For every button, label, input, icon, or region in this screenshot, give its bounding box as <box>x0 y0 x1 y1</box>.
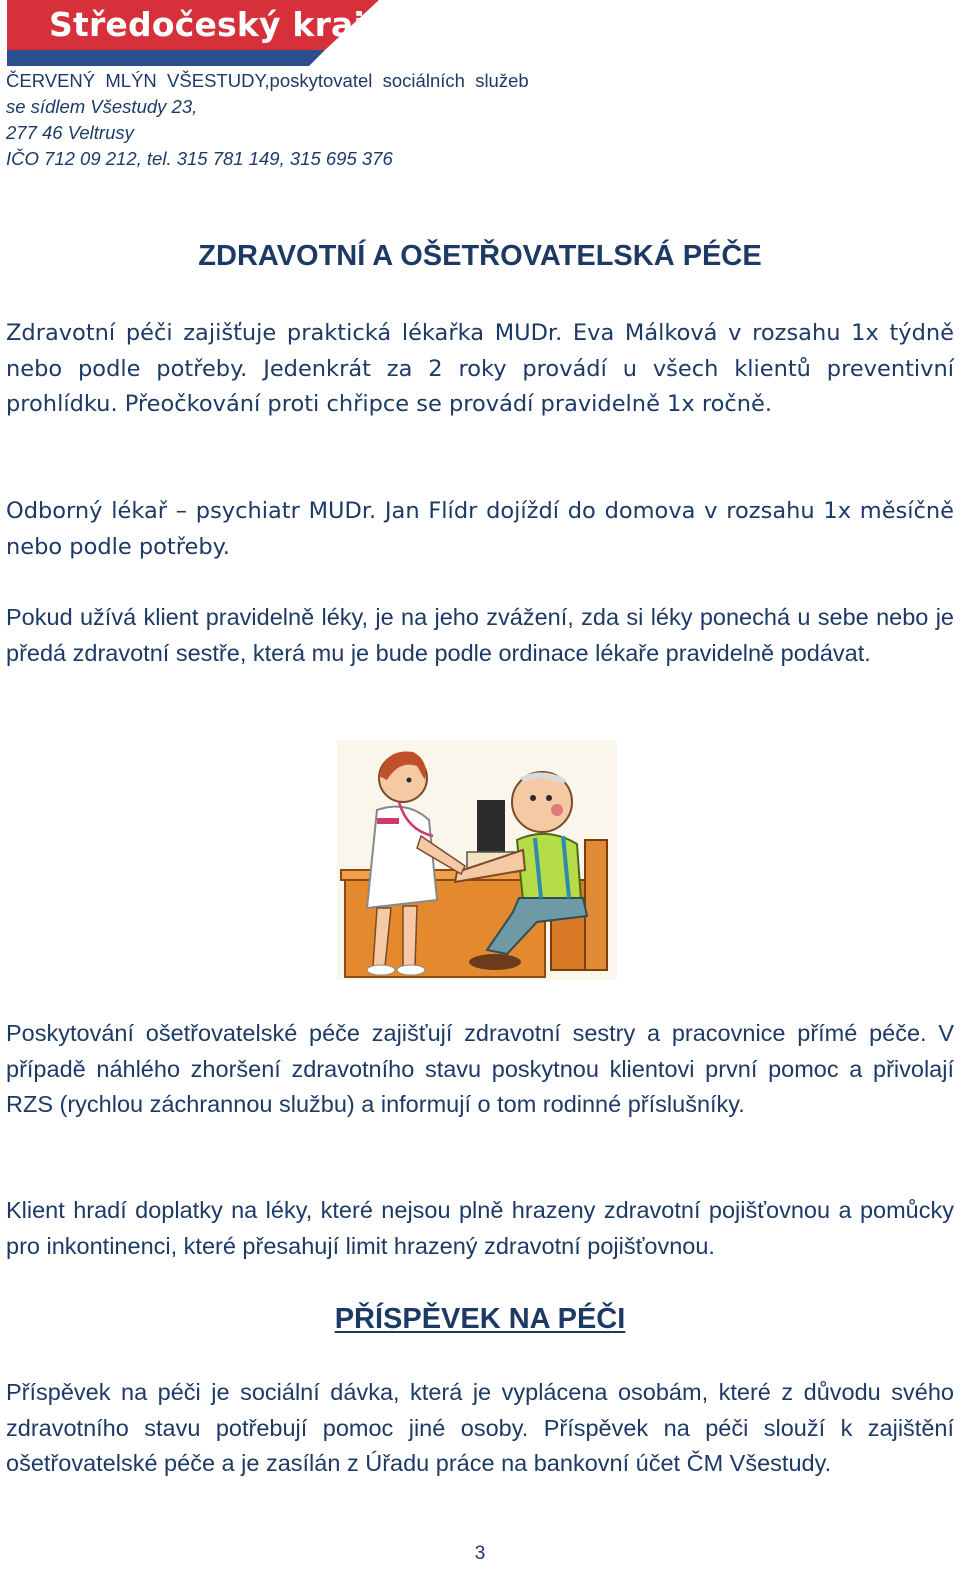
address-postal: 277 46 Veltrusy <box>6 122 134 143</box>
paragraph-copayments: Klient hradí doplatky na léky, které nejsou plně hrazeny zdravotní pojišťovnou a pomůcky pro inkontinenci, které přesahují limit hrazený zdravotní pojišťovnou. <box>6 1197 954 1259</box>
company-id-phone: IČO 712 09 212, tel. 315 781 149, 315 695 376 <box>6 148 393 169</box>
paragraph-care-allowance: Příspěvek na péči je sociální dávka, která je vyplácena osobám, které z důvodu svého zdravotního stavu potřebují pomoc jiné osoby. Příspěvek na péči slouží k zajištění ošetřovatelské péče a je zasílán z Úřadu práce na bankovní účet ČM Všestudy. <box>6 1379 954 1476</box>
region-logo-banner <box>7 0 379 66</box>
provider-name: ČERVENÝ MLÝN VŠESTUDY,poskytovatel sociálních služeb <box>6 70 529 91</box>
brand-name: Středočeský kraj <box>49 5 366 44</box>
paragraph-psychiatrist: Odborný lékař – psychiatr MUDr. Jan Flídr dojíždí do domova v rozsahu 1x měsíčně nebo podle potřeby. <box>6 498 954 560</box>
address-seat: se sídlem Všestudy 23, <box>6 96 198 117</box>
section-title-health-care: ZDRAVOTNÍ A OŠETŘOVATELSKÁ PÉČE <box>198 240 762 272</box>
paragraph-general-practitioner: Zdravotní péči zajišťuje praktická lékařka MUDr. Eva Málková v rozsahu 1x týdně nebo podle potřeby. Jedenkrát za 2 roky provádí u všech klientů preventivní prohlídku. Přeočkování proti chřipce se provádí pravidelně 1x ročně. <box>6 320 954 417</box>
paragraph-nursing-care: Poskytování ošetřovatelské péče zajišťují zdravotní sestry a pracovnice přímé péče. V případě náhlého zhoršení zdravotního stavu poskytnou klientovi první pomoc a přivolají RZS (rychlou záchrannou službu) a informují o tom rodinné příslušníky. <box>6 1020 954 1117</box>
section-title-care-allowance: PŘÍSPĚVEK NA PÉČI <box>334 1303 626 1335</box>
address-block <box>6 68 529 172</box>
nurse-measuring-blood-pressure-illustration <box>337 740 617 980</box>
page-number: 3 <box>474 1543 486 1564</box>
paragraph-medication: Pokud užívá klient pravidelně léky, je na jeho zvážení, zda si léky ponechá u sebe nebo je předá zdravotní sestře, která mu je bude podle ordinace lékaře pravidelně podávat. <box>6 604 954 666</box>
